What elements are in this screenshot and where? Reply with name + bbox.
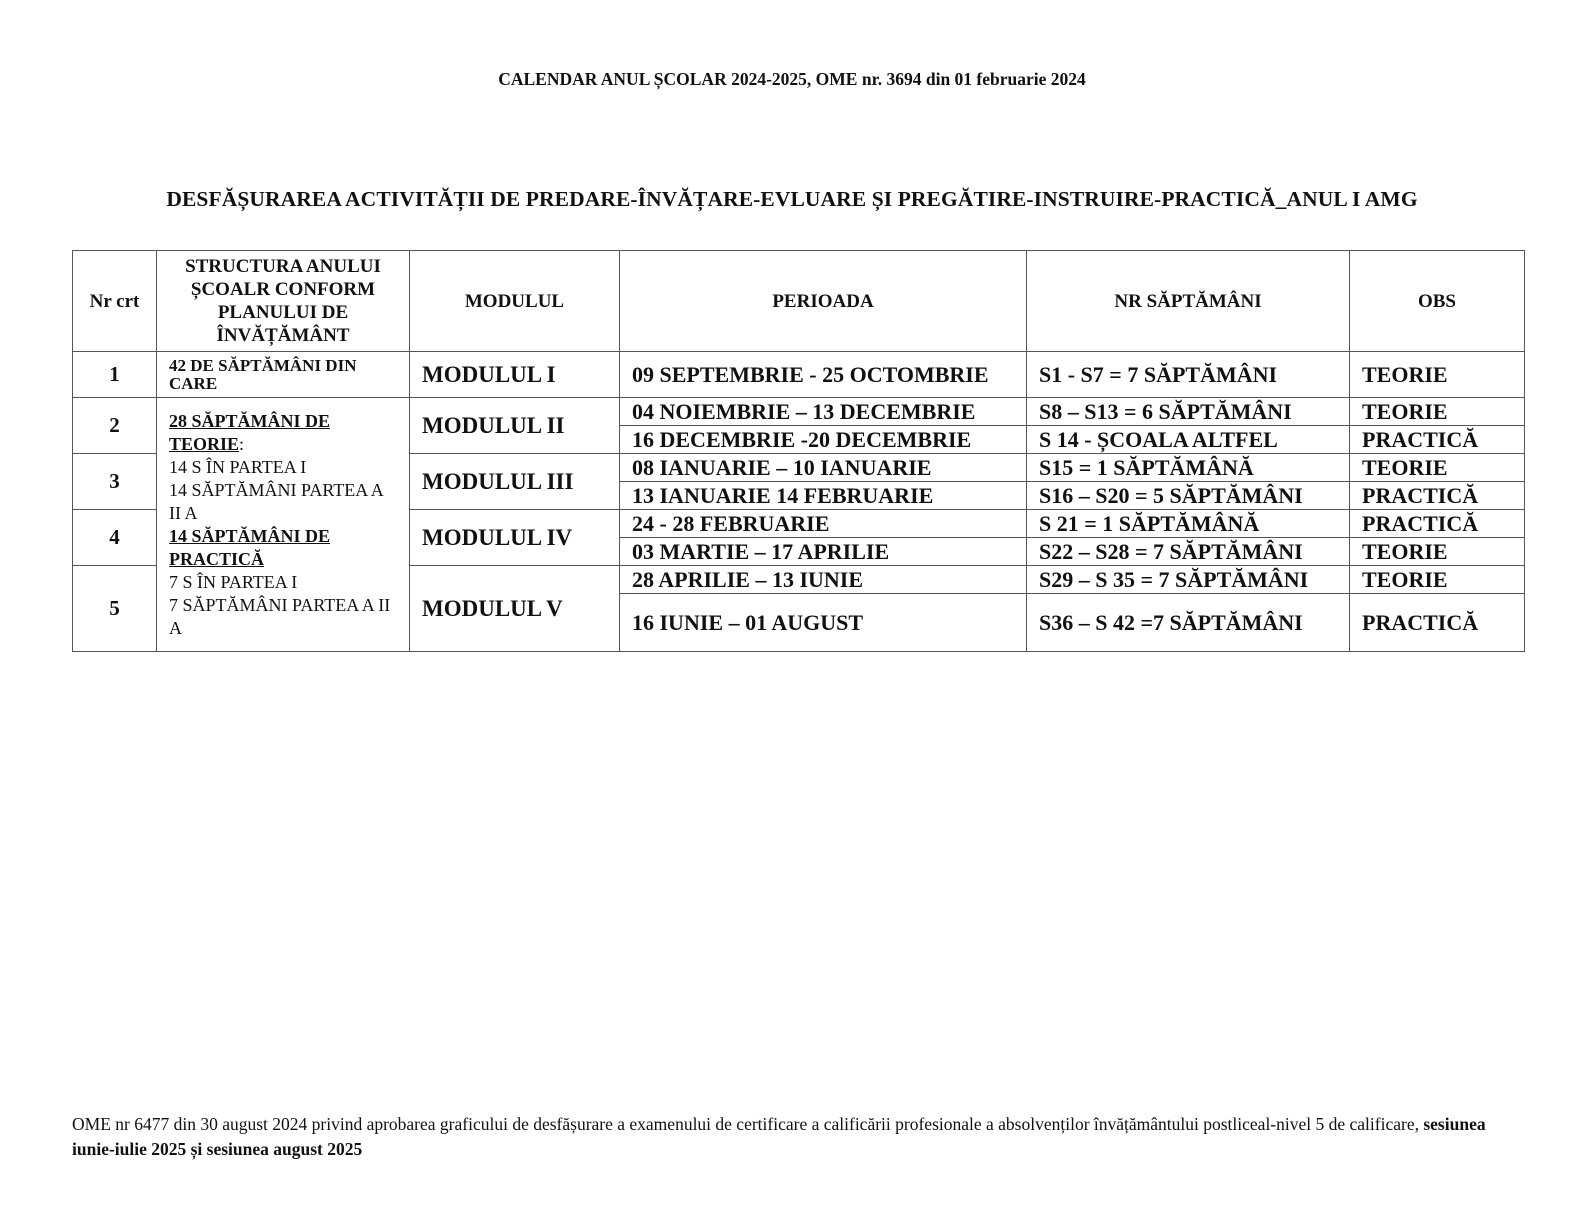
- section-title: DESFĂȘURAREA ACTIVITĂȚII DE PREDARE-ÎNVĂȚARE-EVLUARE ȘI PREGĂTIRE-INSTRUIRE-PRACTICĂ_ANUL I AMG: [166, 187, 1418, 211]
- structura-total: 42 DE SĂPTĂMÂNI DIN CARE: [157, 352, 410, 398]
- row-perioada: 03 MARTIE – 17 APRILIE: [620, 538, 1027, 566]
- row-obs: TEORIE: [1350, 454, 1525, 482]
- row-saptamani: S8 – S13 = 6 SĂPTĂMÂNI: [1027, 398, 1350, 426]
- row-perioada: 09 SEPTEMBRIE - 25 OCTOMBRIE: [620, 352, 1027, 398]
- row-obs: PRACTICĂ: [1350, 510, 1525, 538]
- row-modul: MODULUL V: [410, 566, 620, 652]
- row-obs: TEORIE: [1350, 398, 1525, 426]
- row-perioada: 28 APRILIE – 13 IUNIE: [620, 566, 1027, 594]
- header-modulul: MODULUL: [410, 251, 620, 352]
- structura-teorie-colon: :: [239, 433, 245, 454]
- footer-text: OME nr 6477 din 30 august 2024 privind aprobarea graficului de desfășurare a examenului de certificare a calificării profesionale a absolvenților învățământului postliceal-nivel 5 de calificare,: [72, 1114, 1424, 1134]
- row-obs: PRACTICĂ: [1350, 594, 1525, 652]
- document-header: CALENDAR ANUL ȘCOLAR 2024-2025, OME nr. 3694 din 01 februarie 2024: [498, 69, 1086, 89]
- structura-teorie-line1: 14 S ÎN PARTEA I: [169, 456, 307, 477]
- header-nr-crt: Nr crt: [73, 251, 157, 352]
- row-saptamani: S1 - S7 = 7 SĂPTĂMÂNI: [1027, 352, 1350, 398]
- table-row: [73, 398, 1525, 426]
- structura-details: [157, 398, 410, 652]
- row-perioada: 16 IUNIE – 01 AUGUST: [620, 594, 1027, 652]
- footer-note: [72, 1112, 1512, 1162]
- structura-practica-line2: 7 SĂPTĂMÂNI PARTEA A II A: [169, 594, 391, 638]
- footer-bold: sesiunea iunie-iulie 2025 și sesiunea august 2025: [72, 1114, 1486, 1159]
- header-perioada: PERIOADA: [620, 251, 1027, 352]
- row-saptamani: S 14 - ȘCOALA ALTFEL: [1027, 426, 1350, 454]
- row-perioada: 24 - 28 FEBRUARIE: [620, 510, 1027, 538]
- row-saptamani: S29 – S 35 = 7 SĂPTĂMÂNI: [1027, 566, 1350, 594]
- row-saptamani: S15 = 1 SĂPTĂMÂNĂ: [1027, 454, 1350, 482]
- row-perioada: 04 NOIEMBRIE – 13 DECEMBRIE: [620, 398, 1027, 426]
- structura-teorie-title: 28 SĂPTĂMÂNI DE TEORIE: [169, 410, 331, 454]
- row-saptamani: S16 – S20 = 5 SĂPTĂMÂNI: [1027, 482, 1350, 510]
- row-modul: MODULUL III: [410, 454, 620, 510]
- row-perioada: 08 IANUARIE – 10 IANUARIE: [620, 454, 1027, 482]
- table-header-row: [73, 251, 1525, 352]
- row-saptamani: S 21 = 1 SĂPTĂMÂNĂ: [1027, 510, 1350, 538]
- row-nr: 5: [73, 566, 157, 652]
- row-saptamani: S36 – S 42 =7 SĂPTĂMÂNI: [1027, 594, 1350, 652]
- row-perioada: 13 IANUARIE 14 FEBRUARIE: [620, 482, 1027, 510]
- structura-teorie-line2: 14 SĂPTĂMÂNI PARTEA A II A: [169, 479, 383, 523]
- row-nr: 4: [73, 510, 157, 566]
- table-row: [73, 352, 1525, 398]
- row-modul: MODULUL IV: [410, 510, 620, 566]
- row-nr: 1: [73, 352, 157, 398]
- schedule-table: [72, 250, 1525, 652]
- structura-practica-title: 14 SĂPTĂMÂNI DE PRACTICĂ: [169, 525, 331, 569]
- row-obs: PRACTICĂ: [1350, 482, 1525, 510]
- row-obs: TEORIE: [1350, 538, 1525, 566]
- row-obs: PRACTICĂ: [1350, 426, 1525, 454]
- row-modul: MODULUL I: [410, 352, 620, 398]
- row-saptamani: S22 – S28 = 7 SĂPTĂMÂNI: [1027, 538, 1350, 566]
- row-modul: MODULUL II: [410, 398, 620, 454]
- row-nr: 3: [73, 454, 157, 510]
- header-obs: OBS: [1350, 251, 1525, 352]
- row-perioada: 16 DECEMBRIE -20 DECEMBRIE: [620, 426, 1027, 454]
- structura-teorie: [169, 410, 397, 456]
- row-nr: 2: [73, 398, 157, 454]
- row-obs: TEORIE: [1350, 352, 1525, 398]
- row-obs: TEORIE: [1350, 566, 1525, 594]
- header-structura: STRUCTURA ANULUI ȘCOALR CONFORM PLANULUI DE ÎNVĂȚĂMÂNT: [157, 251, 410, 352]
- structura-practica-line1: 7 S ÎN PARTEA I: [169, 571, 298, 592]
- header-nr-saptamani: NR SĂPTĂMÂNI: [1027, 251, 1350, 352]
